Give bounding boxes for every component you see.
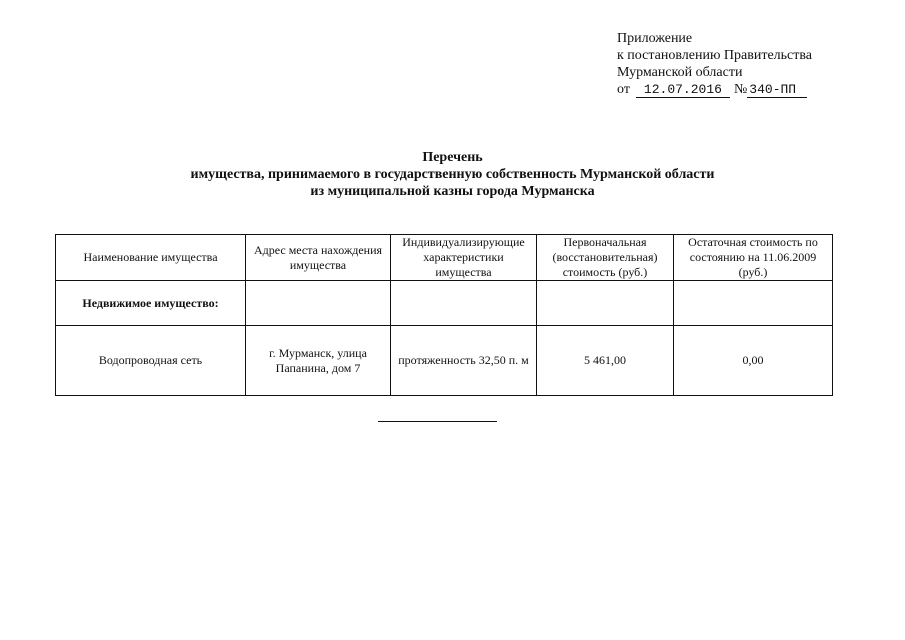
section-label: Недвижимое имущество: [56, 281, 246, 326]
decree-date: 12.07.2016 [636, 83, 730, 98]
end-divider [378, 421, 497, 422]
decree-number-prefix: № [733, 82, 748, 97]
table-header-row [56, 235, 833, 281]
cell-residual-cost: 0,00 [674, 326, 833, 396]
appendix-title: Приложение [617, 31, 693, 46]
cell-name: Водопроводная сеть [56, 326, 246, 396]
cell-address: г. Мурманск, улица Папанина, дом 7 [246, 326, 391, 396]
assets-table [55, 234, 833, 396]
empty-cell [246, 281, 391, 326]
header-initial-cost: Первоначальная (восстановительная) стоимость (руб.) [537, 235, 674, 281]
header-name: Наименование имущества [56, 235, 246, 281]
header-residual-cost: Остаточная стоимость по состоянию на 11.06.2009 (руб.) [674, 235, 833, 281]
cell-characteristics: протяженность 32,50 п. м [391, 326, 537, 396]
header-characteristics: Индивидуализирующие характеристики имущества [391, 235, 537, 281]
header-address: Адрес места нахождения имущества [246, 235, 391, 281]
table-row [56, 326, 833, 396]
appendix-resolution: к постановлению Правительства [617, 48, 813, 63]
empty-cell [537, 281, 674, 326]
section-row [56, 281, 833, 326]
empty-cell [391, 281, 537, 326]
decree-date-prefix: от [617, 82, 630, 97]
title-heading: Перечень [422, 150, 483, 165]
title-subheading: имущества, принимаемого в государственную собственность Мурманской области [190, 167, 715, 182]
cell-initial-cost: 5 461,00 [537, 326, 674, 396]
title-source: из муниципальной казны города Мурманска [310, 184, 595, 199]
decree-reference [617, 81, 812, 98]
decree-number: 340-ПП [747, 83, 807, 98]
appendix-block [617, 30, 812, 98]
document-title [0, 149, 905, 200]
appendix-region: Мурманской области [617, 65, 743, 80]
empty-cell [674, 281, 833, 326]
